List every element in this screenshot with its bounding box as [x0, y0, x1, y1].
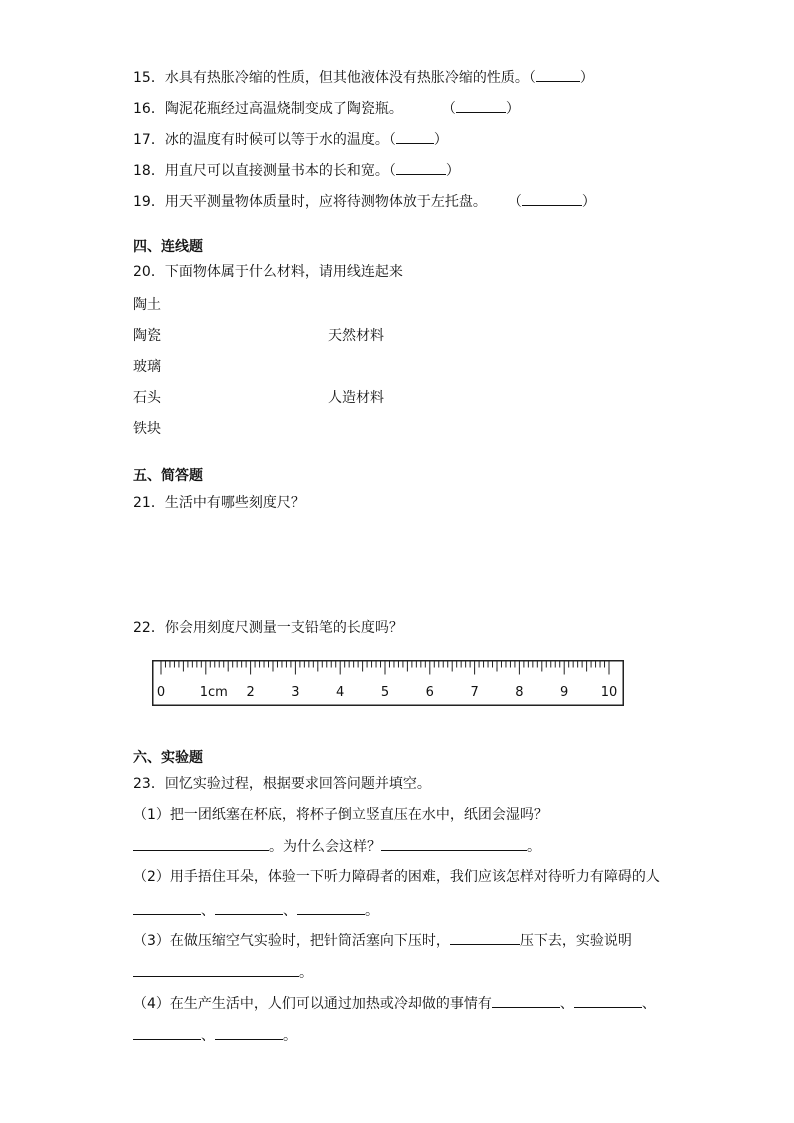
- question-22: [133, 619, 403, 637]
- question-number: 21．: [133, 495, 165, 511]
- matching-item-right[interactable]: 天然材料: [328, 328, 384, 344]
- end-punct: 。: [299, 965, 313, 981]
- fill-blank[interactable]: [381, 836, 527, 851]
- question-20: [133, 263, 403, 281]
- fill-blank[interactable]: [133, 962, 299, 977]
- ruler-label: 7: [470, 685, 479, 700]
- matching-item-right[interactable]: 人造材料: [328, 390, 384, 406]
- answer-parentheses[interactable]: （ ）: [389, 132, 448, 148]
- question-number: 17．: [133, 132, 165, 148]
- sub-question-3: [133, 930, 632, 950]
- sub-question-text: （3）在做压缩空气实验时，把针筒活塞向下压时，: [133, 933, 450, 949]
- sub-question-text: 。为什么会这样？: [269, 839, 381, 855]
- separator: 、: [201, 1028, 215, 1044]
- question-number: 16．: [133, 101, 165, 117]
- ruler-label: 0: [156, 685, 166, 700]
- question-number: 23．: [133, 776, 165, 792]
- fill-blank[interactable]: [492, 993, 560, 1008]
- fill-blank[interactable]: [450, 930, 520, 945]
- sub-question-punct: 。: [527, 839, 541, 855]
- question-16: [133, 98, 520, 118]
- fill-blank[interactable]: [133, 900, 201, 915]
- ruler-label: 2: [246, 685, 255, 700]
- ruler-label: 9: [560, 685, 569, 700]
- answer-area-21[interactable]: [133, 520, 693, 610]
- sub-question-2: （2）用手捂住耳朵，体验一下听力障碍者的困难，我们应该怎样对待听力有障碍的人: [133, 869, 660, 885]
- section-heading-experiment: 六、实验题: [133, 750, 203, 766]
- question-number: 20．: [133, 264, 165, 280]
- fill-blank[interactable]: [215, 900, 283, 915]
- ruler-label: 1cm: [199, 685, 228, 700]
- ruler-label: 5: [380, 685, 390, 700]
- question-23: [133, 775, 431, 793]
- question-number: 18．: [133, 163, 165, 179]
- fill-blank[interactable]: [574, 993, 642, 1008]
- question-text: 你会用刻度尺测量一支铅笔的长度吗？: [164, 620, 403, 636]
- ruler-label: 10: [600, 685, 618, 700]
- sub-question-1: （1）把一团纸塞在杯底，将杯子倒立竖直压在水中，纸团会湿吗？: [133, 807, 548, 823]
- matching-item-left[interactable]: 石头: [133, 390, 161, 406]
- separator: 、: [641, 996, 656, 1012]
- ruler-label: 6: [425, 685, 434, 700]
- question-text: 回忆实验过程，根据要求回答问题并填空。: [164, 776, 431, 792]
- section-heading-matching: 四、连线题: [133, 239, 203, 255]
- answer-parentheses[interactable]: （ ）: [389, 163, 460, 179]
- ruler-label: 8: [515, 685, 524, 700]
- ruler-label: 3: [291, 685, 300, 700]
- end-punct: 。: [283, 1028, 297, 1044]
- question-19: [133, 191, 596, 211]
- sub-question-3-answers: [133, 962, 313, 982]
- fill-blank[interactable]: [297, 900, 365, 915]
- ruler-image: [152, 660, 624, 706]
- question-number: 15．: [133, 70, 165, 86]
- question-15: [133, 67, 594, 87]
- question-21: [133, 494, 305, 512]
- fill-blank[interactable]: [133, 836, 269, 851]
- answer-parentheses[interactable]: （ ）: [449, 101, 520, 117]
- sub-question-4: [133, 993, 656, 1013]
- section-heading-short-answer: 五、简答题: [133, 468, 203, 484]
- question-text: 用天平测量物体质量时，应将待测物体放于左托盘。: [164, 194, 487, 210]
- end-punct: 。: [365, 903, 379, 919]
- question-text: 下面物体属于什么材料，请用线连起来: [164, 264, 403, 280]
- answer-parentheses[interactable]: （ ）: [529, 70, 594, 86]
- sub-question-4-answers: [133, 1025, 297, 1045]
- question-18: [133, 160, 460, 180]
- question-text: 生活中有哪些刻度尺？: [164, 495, 305, 511]
- question-17: [133, 129, 448, 149]
- fill-blank[interactable]: [215, 1025, 283, 1040]
- question-text: 用直尺可以直接测量书本的长和宽。: [164, 163, 389, 179]
- question-text: 陶泥花瓶经过高温烧制变成了陶瓷瓶。: [164, 101, 403, 117]
- question-number: 19．: [133, 194, 165, 210]
- separator: 、: [283, 903, 297, 919]
- sub-question-text: 压下去，实验说明: [519, 933, 632, 949]
- matching-item-left[interactable]: 铁块: [133, 421, 161, 437]
- separator: 、: [559, 996, 574, 1012]
- question-number: 22．: [133, 620, 165, 636]
- sub-question-text: （4）在生产生活中，人们可以通过加热或冷却做的事情有: [133, 996, 492, 1012]
- sub-question-2-answers: [133, 900, 379, 920]
- matching-item-left[interactable]: 玻璃: [133, 359, 161, 375]
- question-text: 冰的温度有时候可以等于水的温度。: [164, 132, 389, 148]
- fill-blank[interactable]: [133, 1025, 201, 1040]
- sub-question-1-answers: [133, 836, 541, 856]
- separator: 、: [201, 903, 215, 919]
- question-text: 水具有热胀冷缩的性质，但其他液体没有热胀冷缩的性质。: [164, 70, 529, 86]
- answer-parentheses[interactable]: （ ）: [515, 194, 596, 210]
- ruler-label: 4: [336, 685, 345, 700]
- matching-item-left[interactable]: 陶土: [133, 297, 161, 313]
- matching-item-left[interactable]: 陶瓷: [133, 328, 161, 344]
